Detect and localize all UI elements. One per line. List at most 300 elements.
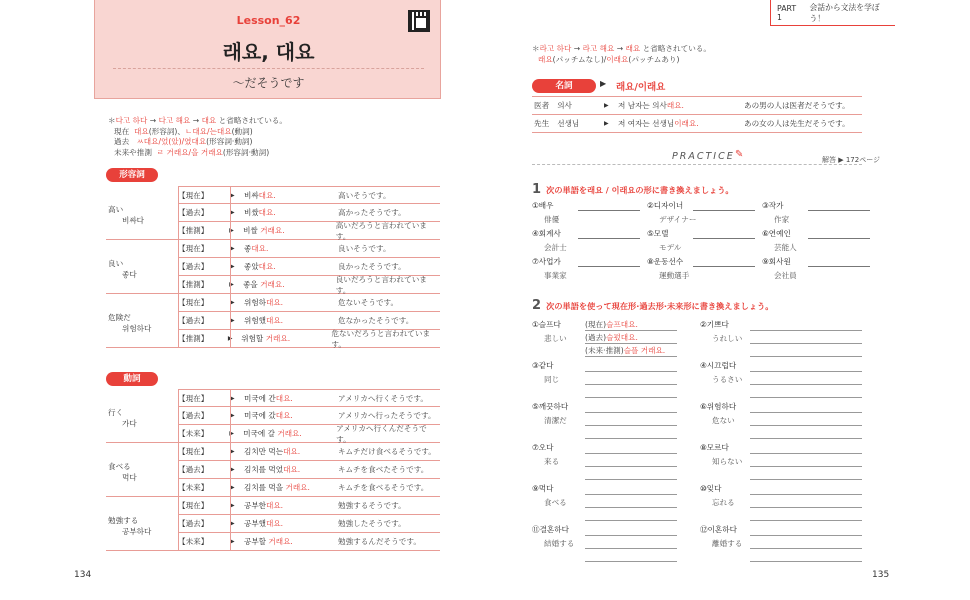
tense-label: 【推測】 xyxy=(178,334,209,343)
korean-stem: 미국에 갔 xyxy=(244,411,276,420)
answer-line[interactable] xyxy=(750,384,862,385)
exercise-korean: ⑫이혼하다 xyxy=(700,525,737,534)
korean-ending: 거래요. xyxy=(277,429,302,438)
answer-line[interactable] xyxy=(693,238,755,239)
arrow-icon: ▶ xyxy=(604,120,609,127)
exercise-item xyxy=(532,524,574,549)
answer-line[interactable] xyxy=(750,453,862,454)
answer-line[interactable] xyxy=(750,479,862,480)
korean-stem: 김치를 먹을 xyxy=(244,483,286,492)
exercise-japanese: 離婚する xyxy=(712,539,743,548)
table-divider xyxy=(178,240,179,294)
japanese-translation: 良いそうです。 xyxy=(338,244,391,253)
exercise-korean: ④시끄럽다 xyxy=(700,361,737,370)
vocab-item xyxy=(647,256,689,281)
exercise-korean: ③같다 xyxy=(532,361,554,370)
page-number-right: 135 xyxy=(872,570,890,580)
noun-translation: あの女の人は先生だそうです。 xyxy=(744,119,850,128)
answer-line[interactable] xyxy=(750,494,862,495)
table-row xyxy=(178,222,440,240)
noun-word xyxy=(532,100,604,111)
korean-stem: 좋 xyxy=(244,244,252,253)
table-row xyxy=(178,425,440,443)
group-label-jp: 行く xyxy=(108,408,124,417)
exercise-japanese: うるさい xyxy=(712,375,743,384)
table-divider xyxy=(178,389,179,443)
tense-label: 【現在】 xyxy=(178,190,209,200)
group-label-jp: 高い xyxy=(108,205,124,214)
japanese-translation: キムチだけ食べるそうです。 xyxy=(338,447,436,456)
vocab-japanese: デザイナー xyxy=(659,215,697,224)
arrow-icon: ▶ xyxy=(229,227,234,234)
noun-arrow-icon: ▶ xyxy=(600,79,607,88)
korean-form xyxy=(244,315,338,326)
group-label-ko: 가다 xyxy=(122,419,137,428)
tense-label: 【過去】 xyxy=(178,316,209,325)
exercise-korean: ⑥위험하다 xyxy=(700,402,737,411)
answer-line[interactable] xyxy=(750,397,862,398)
vocab-japanese: 会社員 xyxy=(774,271,797,280)
korean-ending: 거래요. xyxy=(260,226,285,235)
japanese-translation: 危ないそうです。 xyxy=(338,298,399,307)
japanese-translation: 危ないだろうと言われています。 xyxy=(331,328,431,349)
answer-line[interactable] xyxy=(808,266,870,267)
lesson-number: Lesson_62 xyxy=(236,14,301,27)
group-label-jp: 危険だ xyxy=(108,313,131,322)
arrow-icon: ▶ xyxy=(230,502,235,509)
table-row xyxy=(178,240,440,258)
practice-divider xyxy=(532,164,862,165)
answer-line[interactable] xyxy=(750,466,862,467)
korean-stem: 좋을 xyxy=(243,280,261,289)
japanese-translation: アメリカへ行くそうです。 xyxy=(338,393,428,403)
exercise-korean: ⑤깨끗하다 xyxy=(532,402,569,411)
answer-line[interactable] xyxy=(585,412,677,413)
noun-word-jp: 医者 xyxy=(534,101,550,110)
vocab-japanese: モデル xyxy=(659,243,682,252)
korean-ending: 대요. xyxy=(275,411,293,420)
arrow-icon: ▶ xyxy=(230,466,235,473)
exercise-korean: ⑧모르다 xyxy=(700,443,729,452)
vocab-item xyxy=(532,256,567,281)
tense-label: 【現在】 xyxy=(178,298,209,307)
vocab-korean: ①배우 xyxy=(532,201,554,210)
part-title: 会話から文法を学ぼう！ xyxy=(809,2,880,23)
tense-label: 【過去】 xyxy=(178,465,209,474)
noun-row xyxy=(532,115,862,133)
japanese-translation: アメリカへ行くんだそうです。 xyxy=(336,423,427,444)
vocab-korean: ④회계사 xyxy=(532,229,561,238)
answer-line[interactable] xyxy=(585,453,677,454)
tense-label: 【過去】 xyxy=(178,208,209,217)
vocab-japanese: 俳優 xyxy=(544,215,560,224)
tense-label: 【推測】 xyxy=(178,280,209,289)
korean-stem: 비쌌 xyxy=(244,208,259,217)
korean-form xyxy=(243,279,336,290)
exercise-korean: ①슬프다 xyxy=(532,320,561,329)
page-number-left: 134 xyxy=(74,570,92,580)
vocab-item xyxy=(647,200,696,225)
answer-line[interactable] xyxy=(750,548,862,549)
tense-label: 【過去】 xyxy=(178,262,209,271)
korean-stem: 김치를 먹었 xyxy=(244,465,284,474)
answer-line[interactable] xyxy=(585,384,677,385)
lesson-subtitle: ～だそうです xyxy=(232,76,305,90)
vocab-korean: ⑥연예인 xyxy=(762,229,791,238)
noun-word-ko: 선생님 xyxy=(557,119,580,128)
tense-label: 【現在】 xyxy=(178,244,209,253)
exercise-item xyxy=(700,319,742,344)
answer-line[interactable] xyxy=(578,266,640,267)
tense-label: 【現在】 xyxy=(178,447,209,456)
table-row xyxy=(178,389,440,407)
example-form: 슬플 거래요. xyxy=(623,346,666,355)
vocab-item xyxy=(762,228,797,253)
japanese-translation: 勉強するんだそうです。 xyxy=(338,537,421,546)
exercise-japanese: うれしい xyxy=(712,334,743,343)
arrow-icon: ▶ xyxy=(230,317,235,324)
arrow-icon: ▶ xyxy=(229,430,234,437)
group-label xyxy=(108,312,172,334)
answer-line[interactable] xyxy=(750,507,862,508)
korean-ending: 대요. xyxy=(266,501,284,510)
answer-reference[interactable]: 解答 ▶ 172ページ xyxy=(822,156,881,164)
arrow-icon: ▶ xyxy=(230,412,235,419)
noun-example xyxy=(618,100,744,111)
example-stem: 저 여자는 선생님 xyxy=(618,119,675,128)
qr-code-icon[interactable] xyxy=(408,10,430,32)
tense-label: 【未来】 xyxy=(178,429,209,438)
tense-label: 【未来】 xyxy=(178,537,209,546)
table-row xyxy=(178,294,440,312)
korean-form xyxy=(243,225,336,236)
arrow-icon: ▶ xyxy=(230,209,235,216)
vocab-japanese: 芸能人 xyxy=(774,243,797,252)
table-row xyxy=(178,533,440,551)
group-label xyxy=(108,461,172,483)
table-row xyxy=(178,186,440,204)
noun-word-ko: 의사 xyxy=(557,101,572,110)
table-divider xyxy=(178,497,179,551)
group-label-jp: 食べる xyxy=(108,462,131,471)
part-header xyxy=(770,0,895,26)
tense-label: 【未来】 xyxy=(178,483,209,492)
tense-label: 【過去】 xyxy=(178,411,209,420)
korean-stem: 좋았 xyxy=(244,262,259,271)
group-label xyxy=(108,407,172,429)
korean-form xyxy=(244,518,338,529)
korean-ending: 대요. xyxy=(266,298,284,307)
answer-line[interactable] xyxy=(585,561,677,562)
answer-line[interactable] xyxy=(693,210,755,211)
noun-word xyxy=(532,118,604,129)
answer-line[interactable] xyxy=(808,210,870,211)
group-divider xyxy=(106,293,178,294)
vocab-item xyxy=(532,228,567,253)
example-ending: 이래요. xyxy=(674,119,699,128)
tense-label: 【過去】 xyxy=(178,519,209,528)
tense-label: 【現在】 xyxy=(178,393,209,403)
korean-ending: 대요. xyxy=(258,190,276,200)
lesson-title: 래요, 대요 xyxy=(222,40,315,64)
answer-line[interactable] xyxy=(585,466,677,467)
table-row xyxy=(178,461,440,479)
adjective-pill: 形容詞 xyxy=(106,168,158,182)
tense-label: 【推測】 xyxy=(178,226,209,235)
answer-line[interactable] xyxy=(693,266,755,267)
exercise-item xyxy=(700,524,742,549)
table-row xyxy=(178,497,440,515)
korean-ending: 거래요. xyxy=(285,483,310,492)
noun-word-jp: 先生 xyxy=(534,119,550,128)
answer-line[interactable] xyxy=(585,494,677,495)
example-answer xyxy=(585,319,638,330)
korean-ending: 대요. xyxy=(283,465,301,474)
example-ending: 래요. xyxy=(666,101,684,110)
vocab-item xyxy=(647,228,681,253)
vocab-korean: ⑨회사원 xyxy=(762,257,791,266)
exercise-japanese: 来る xyxy=(544,457,560,466)
arrow-icon: ▶ xyxy=(230,191,235,199)
vocab-item xyxy=(762,256,797,281)
group-label-jp: 勉強する xyxy=(108,516,139,525)
vocab-item xyxy=(762,200,789,225)
exercise-item xyxy=(532,442,559,467)
korean-form xyxy=(244,207,338,218)
japanese-translation: キムチを食べるそうです。 xyxy=(338,483,429,492)
exercise-item xyxy=(700,483,735,508)
exercise-japanese: 同じ xyxy=(544,375,560,384)
korean-stem: 공부할 xyxy=(244,537,269,546)
korean-stem: 위험했 xyxy=(244,316,267,325)
arrow-icon: ▶ xyxy=(230,448,235,455)
korean-stem: 공부한 xyxy=(244,501,267,510)
korean-form xyxy=(244,536,338,547)
tense-label: 【現在】 xyxy=(178,501,209,510)
table-row xyxy=(178,330,440,348)
answer-line[interactable] xyxy=(585,548,677,549)
vocab-korean: ⑤모델 xyxy=(647,229,669,238)
vocab-korean: ③작가 xyxy=(762,201,784,210)
table-divider xyxy=(230,186,231,240)
group-divider xyxy=(106,239,178,240)
answer-line[interactable] xyxy=(750,438,862,439)
answer-line[interactable] xyxy=(585,520,677,521)
korean-stem: 미국에 간 xyxy=(244,393,276,403)
noun-title: 래요/이래요 xyxy=(616,82,666,93)
korean-form xyxy=(241,333,331,344)
vocab-japanese: 運動選手 xyxy=(659,271,690,280)
korean-stem: 비쌀 xyxy=(243,226,261,235)
header-divider xyxy=(113,68,424,69)
lesson-header xyxy=(94,0,441,99)
exercise-japanese: 知らない xyxy=(712,457,743,466)
pencil-icon: ✎ xyxy=(735,149,744,160)
korean-form xyxy=(244,500,338,511)
question-2-header: 2 次の単語を使って現在形·過去形·未来形に書き換えましょう。 xyxy=(532,298,774,313)
japanese-translation: 勉強するそうです。 xyxy=(338,501,406,510)
part-label: PART 1 xyxy=(777,3,797,22)
answer-line[interactable] xyxy=(750,356,862,357)
vocab-korean: ⑧운동선수 xyxy=(647,257,684,266)
table-divider xyxy=(230,497,231,551)
korean-ending: 거래요. xyxy=(260,280,285,289)
answer-line[interactable] xyxy=(750,425,862,426)
exercise-item xyxy=(700,401,736,426)
exercise-japanese: 結婚する xyxy=(544,539,575,548)
exercise-item xyxy=(532,360,559,385)
japanese-translation: 高かったそうです。 xyxy=(338,208,406,217)
korean-form xyxy=(244,464,338,475)
answer-line[interactable] xyxy=(750,412,862,413)
answer-line[interactable] xyxy=(578,210,640,211)
answer-line[interactable] xyxy=(750,343,862,344)
arrow-icon: ▶ xyxy=(230,484,235,491)
example-tense: (未来·推測) xyxy=(585,346,624,355)
question-1-header: 1 次の単語を래요 / 이래요の形に書き換えましょう。 xyxy=(532,182,734,197)
group-label xyxy=(108,515,172,537)
korean-form xyxy=(244,297,338,308)
korean-ending: 대요. xyxy=(266,519,284,528)
example-tense: (過去) xyxy=(585,333,607,342)
japanese-translation: 良いだろうと言われています。 xyxy=(335,274,427,295)
arrow-icon: ▶ xyxy=(229,281,234,288)
korean-stem: 비싸 xyxy=(244,190,259,200)
exercise-korean: ⑨먹다 xyxy=(532,484,554,493)
group-divider xyxy=(106,442,178,443)
korean-stem: 위험하 xyxy=(244,298,267,307)
vocab-japanese: 作家 xyxy=(774,215,790,224)
table-row xyxy=(178,515,440,533)
japanese-translation: 高いだろうと言われています。 xyxy=(335,220,427,241)
arrow-icon: ▶ xyxy=(230,245,235,252)
korean-ending: 거래요. xyxy=(268,537,293,546)
example-answer xyxy=(585,345,665,356)
korean-form xyxy=(244,243,338,254)
korean-form xyxy=(244,393,338,404)
table-divider xyxy=(178,186,179,240)
korean-form xyxy=(244,410,338,421)
example-form: 슬펐대요. xyxy=(606,333,638,342)
table-row xyxy=(178,479,440,497)
arrow-icon: ▶ xyxy=(604,102,609,109)
vocab-korean: ②디자이너 xyxy=(647,201,684,210)
vocab-japanese: 会計士 xyxy=(544,243,567,252)
noun-example xyxy=(618,118,744,129)
group-divider xyxy=(106,550,178,551)
example-form: 슬프대요. xyxy=(606,320,638,329)
example-underline xyxy=(585,330,677,331)
exercise-japanese: 悲しい xyxy=(544,334,567,343)
exercise-japanese: 忘れる xyxy=(712,498,735,507)
korean-ending: 대요. xyxy=(283,447,301,456)
korean-form xyxy=(244,482,338,493)
answer-line[interactable] xyxy=(750,371,862,372)
vocab-japanese: 事業家 xyxy=(544,271,567,280)
answer-line[interactable] xyxy=(585,507,677,508)
korean-form xyxy=(243,428,336,439)
answer-line[interactable] xyxy=(585,397,677,398)
answer-line[interactable] xyxy=(585,371,677,372)
answer-line[interactable] xyxy=(585,535,677,536)
group-label-ko: 먹다 xyxy=(122,473,137,482)
answer-line[interactable] xyxy=(585,425,677,426)
answer-line[interactable] xyxy=(578,238,640,239)
korean-ending: 대요. xyxy=(258,208,276,217)
korean-stem: 위험할 xyxy=(241,334,266,343)
group-divider xyxy=(106,496,178,497)
practice-heading: PRACTICE xyxy=(672,151,735,162)
answer-line[interactable] xyxy=(750,330,862,331)
table-divider xyxy=(230,240,231,294)
answer-line[interactable] xyxy=(750,520,862,521)
exercise-korean: ⑦오다 xyxy=(532,443,554,452)
group-label-ko: 공부하다 xyxy=(122,527,152,536)
answer-line[interactable] xyxy=(808,238,870,239)
korean-form xyxy=(244,446,338,457)
table-divider xyxy=(230,294,231,348)
exercise-korean: ②기쁘다 xyxy=(700,320,729,329)
example-stem: 저 남자는 의사 xyxy=(618,101,667,110)
answer-line[interactable] xyxy=(750,561,862,562)
group-divider xyxy=(106,347,178,348)
korean-stem: 김치만 먹는 xyxy=(244,447,284,456)
korean-form xyxy=(244,261,338,272)
japanese-translation: 勉強したそうです。 xyxy=(338,519,406,528)
verb-pill: 動詞 xyxy=(106,372,158,386)
noun-pill: 名詞 xyxy=(532,79,596,93)
example-answer xyxy=(585,332,638,343)
group-label-ko: 좋다 xyxy=(122,270,137,279)
exercise-korean: ⑪결혼하다 xyxy=(532,525,569,534)
korean-stem: 공부했 xyxy=(244,519,267,528)
example-underline xyxy=(585,343,677,344)
table-divider xyxy=(230,443,231,497)
arrow-icon: ▶ xyxy=(230,263,235,270)
korean-ending: 대요. xyxy=(251,244,269,253)
table-row xyxy=(178,276,440,294)
group-label-jp: 良い xyxy=(108,259,124,268)
arrow-icon: ▶ xyxy=(227,335,233,342)
noun-translation: あの男の人は医者だそうです。 xyxy=(744,101,850,110)
exercise-japanese: 食べる xyxy=(544,498,567,507)
exercise-japanese: 清潔だ xyxy=(544,416,567,425)
noun-note: ＊라고 하다 → 라고 해요 → 래요 と省略されている。 래요(パッチムなし)/이래요(パッチムあり) xyxy=(532,44,711,64)
japanese-translation: 良かったそうです。 xyxy=(338,262,406,271)
example-tense: (現在) xyxy=(585,320,607,329)
answer-line[interactable] xyxy=(750,535,862,536)
group-label xyxy=(108,258,172,280)
korean-ending: 대요. xyxy=(275,393,293,403)
exercise-korean: ⑩잊다 xyxy=(700,484,722,493)
table-divider xyxy=(230,389,231,443)
grammar-note: ＊다고 하다 → 다고 해요 → 대요 と省略されている。 現在 대요(形容詞)、ㄴ대요/는대요(動詞) 過去 ㅆ대요/었(았)/였대요(形容詞·動詞) 未来や推測 ㄹ 거래요/을 거래요(形容詞·動詞) xyxy=(108,116,287,157)
answer-line[interactable] xyxy=(585,479,677,480)
group-label-ko: 비싸다 xyxy=(122,216,145,225)
group-label xyxy=(108,204,172,226)
example-underline xyxy=(585,356,677,357)
japanese-translation: キムチを食べたそうです。 xyxy=(338,465,429,474)
exercise-item xyxy=(700,442,742,467)
japanese-translation: 危なかったそうです。 xyxy=(338,316,414,325)
arrow-icon: ▶ xyxy=(230,538,235,545)
answer-line[interactable] xyxy=(585,438,677,439)
korean-stem: 미국에 갈 xyxy=(243,429,278,438)
table-divider xyxy=(178,294,179,348)
exercise-japanese: 危ない xyxy=(712,416,735,425)
exercise-item xyxy=(700,360,742,385)
exercise-item xyxy=(532,319,567,344)
